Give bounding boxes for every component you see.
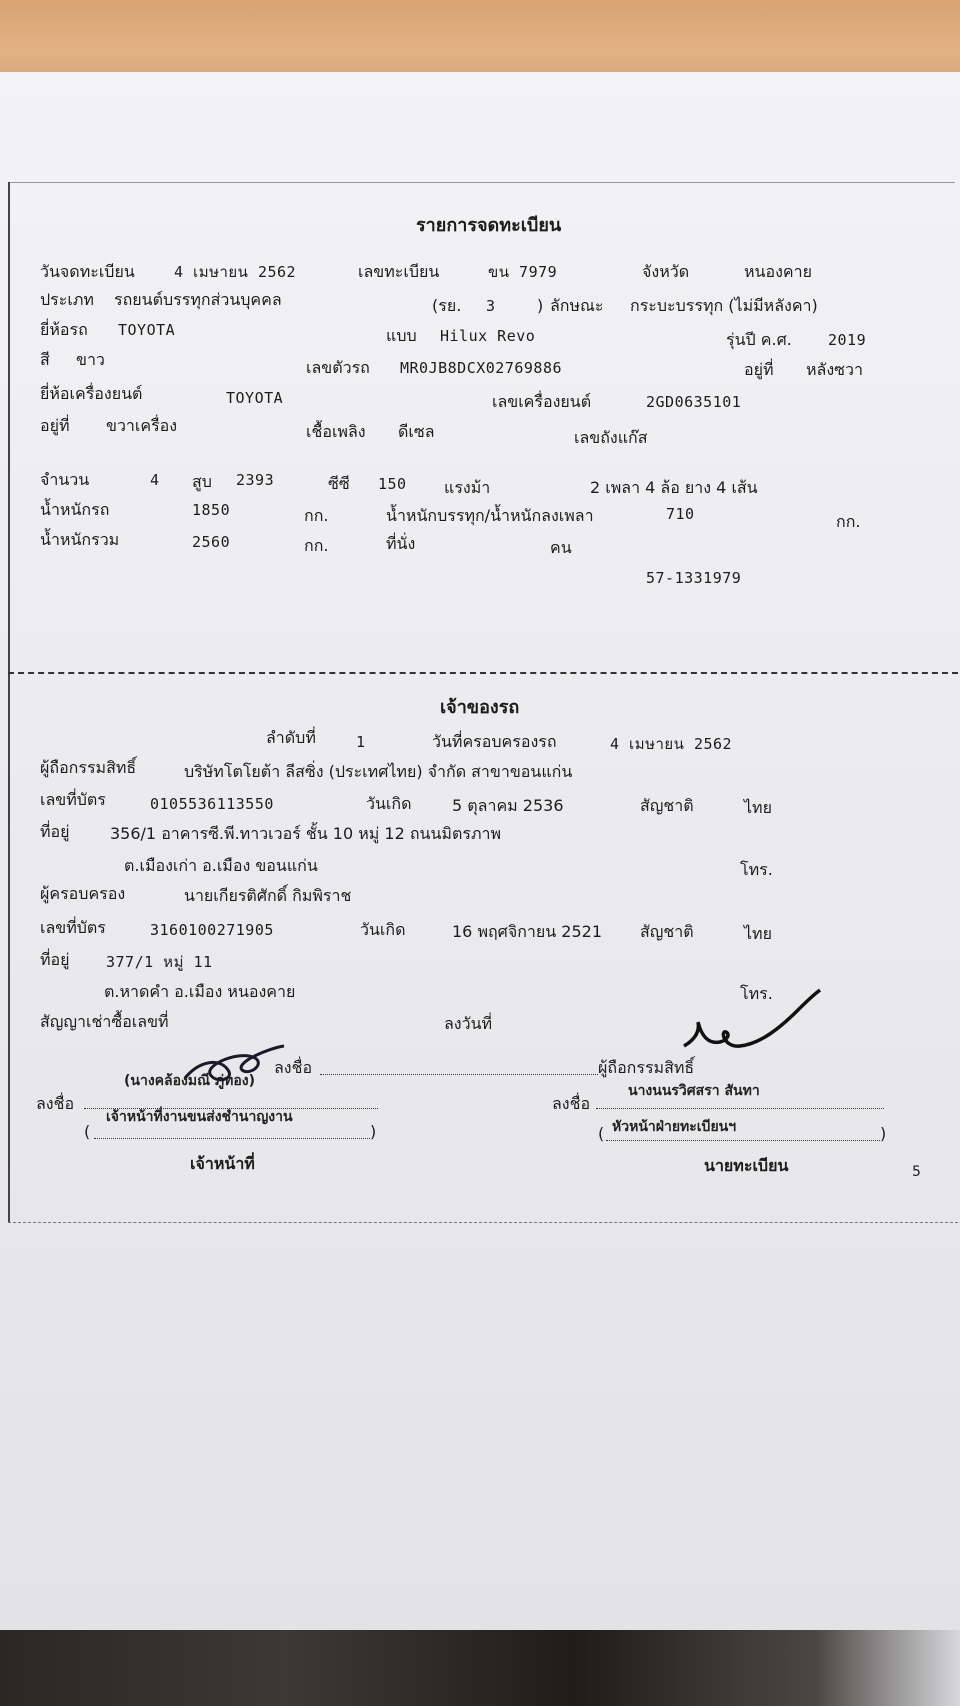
class-close: ) (537, 296, 544, 315)
registrar-signature (680, 988, 830, 1058)
plate-value: ขน 7979 (488, 263, 558, 281)
vin-value: MR0JB8DCX02769886 (400, 359, 563, 377)
possession-date-label: วันที่ครอบครองรถ (432, 732, 557, 751)
registrar-name-line (606, 1140, 880, 1141)
province-label: จังหวัด (642, 262, 690, 281)
possessor-birth-value: 16 พฤศจิกายน 2521 (452, 922, 602, 941)
officer-sign-label: ลงชื่อ (36, 1094, 75, 1113)
registrar-sign-label: ลงชื่อ (552, 1094, 591, 1113)
kg-unit-3: กก. (304, 536, 329, 555)
possessor-label: ผู้ครอบครอง (40, 884, 126, 903)
year-value: 2019 (828, 331, 867, 349)
plate-label: เลขทะเบียน (358, 262, 440, 281)
type-value: รถยนต์บรรทุกส่วนบุคคล (114, 290, 282, 309)
vin-location-label: อยู่ที่ (744, 360, 774, 379)
possessor-address-line2: ต.หาดคำ อ.เมือง หนองคาย (104, 982, 296, 1001)
weight-value: 1850 (192, 501, 231, 519)
count-label: จำนวน (40, 470, 90, 489)
document-number: 57-1331979 (646, 569, 742, 587)
holder-label: ผู้ถือกรรมสิทธิ์ (40, 758, 137, 777)
load-label: น้ำหนักบรรทุก/น้ำหนักลงเพลา (386, 506, 594, 525)
fuel-value: ดีเซล (398, 422, 435, 441)
gross-weight-label: น้ำหนักรวม (40, 530, 120, 549)
cc-value: 2393 (236, 471, 275, 489)
holder-signature (180, 1040, 290, 1090)
style-value: กระบะบรรทุก (ไม่มีหลังคา) (630, 296, 818, 315)
page-number: 5 (912, 1164, 921, 1180)
officer-title-stamp: เจ้าหน้าที่งานขนส่งชำนาญงาน (106, 1109, 293, 1125)
sequence-label: ลำดับที่ (266, 728, 316, 747)
possessor-id-label: เลขที่บัตร (40, 918, 106, 937)
cylinder-label: สูบ (192, 472, 212, 491)
section-divider (8, 672, 958, 674)
possessor-address-label: ที่อยู่ (40, 950, 70, 969)
holder-tel-label: โทร. (740, 860, 773, 879)
officer-paren-close: ) (370, 1122, 377, 1141)
fuel-label: เชื้อเพลิง (306, 422, 366, 441)
registrar-role: นายทะเบียน (704, 1156, 789, 1175)
seats-label: ที่นั่ง (386, 534, 416, 553)
document-bottom-edge (8, 1222, 958, 1223)
hire-purchase-label: สัญญาเช่าซื้อเลขที่ (40, 1012, 169, 1031)
gas-tank-label: เลขถังแก๊ส (574, 428, 648, 447)
registration-title: รายการจดทะเบียน (416, 215, 562, 236)
possessor-address-line1: 377/1 หมู่ 11 (106, 953, 213, 971)
registrar-title-stamp: หัวหน้าฝ่ายทะเบียนฯ (612, 1119, 737, 1135)
registrar-name-stamp: นางนนรวิศสรา สันทา (628, 1083, 760, 1099)
holder-value: บริษัทโตโยต้า ลีสซิ่ง (ประเทศไทย) จำกัด สาขาขอนแก่น (184, 762, 573, 781)
class-number: 3 (486, 297, 496, 315)
holder-address-line2: ต.เมืองเก่า อ.เมือง ขอนแก่น (124, 856, 318, 875)
officer-name-line (94, 1138, 370, 1139)
holder-id-label: เลขที่บัตร (40, 790, 106, 809)
owner-title: เจ้าของรถ (440, 697, 520, 718)
vin-label: เลขตัวรถ (306, 358, 370, 377)
engine-brand-label: ยี่ห้อเครื่องยนต์ (40, 384, 143, 403)
registrar-paren-open: ( (598, 1124, 605, 1143)
holder-nationality-label: สัญชาติ (640, 796, 694, 815)
engine-location-label: อยู่ที่ (40, 416, 70, 435)
engine-number-value: 2GD0635101 (646, 393, 742, 411)
engine-location-value: ขวาเครื่อง (106, 416, 178, 435)
possessor-tel-label: โทร. (740, 984, 773, 1003)
holder-sign-label: ลงชื่อ (274, 1058, 313, 1077)
count-value: 4 (150, 471, 160, 489)
vin-location-value: หลังซวา (806, 360, 863, 379)
seats-unit: คน (550, 538, 572, 557)
holder-birth-value: 5 ตุลาคม 2536 (452, 796, 564, 815)
type-label: ประเภท (40, 290, 94, 309)
holder-name-stamp: (นางคล้องมณี ภู่ทอง) (124, 1073, 256, 1089)
holder-role-label: ผู้ถือกรรมสิทธิ์ (598, 1058, 695, 1077)
style-label: ลักษณะ (550, 296, 604, 315)
color-value: ขาว (76, 350, 105, 369)
registrar-paren-close: ) (880, 1124, 887, 1143)
weight-label: น้ำหนักรถ (40, 500, 110, 519)
class-open: (รย. (432, 296, 462, 315)
possession-date-value: 4 เมษายน 2562 (610, 735, 733, 753)
floor-background (0, 1630, 960, 1706)
model-value: Hilux Revo (440, 327, 536, 345)
color-label: สี (40, 350, 50, 369)
brand-label: ยี่ห้อรถ (40, 320, 88, 339)
kg-unit-1: กก. (304, 506, 329, 525)
reg-date-value: 4 เมษายน 2562 (174, 263, 297, 281)
kg-unit-2: กก. (836, 512, 861, 531)
horsepower-value: 150 (378, 475, 407, 493)
reg-date-label: วันจดทะเบียน (40, 262, 135, 281)
year-label: รุ่นปี ค.ศ. (726, 330, 792, 349)
possessor-nationality-value: ไทย (744, 924, 772, 943)
holder-birth-label: วันเกิด (366, 794, 412, 813)
sequence-value: 1 (356, 733, 366, 751)
possessor-id-value: 3160100271905 (150, 921, 274, 939)
model-label: แบบ (386, 326, 417, 345)
province-value: หนองคาย (744, 262, 812, 281)
brand-value: TOYOTA (118, 321, 176, 339)
horsepower-label: แรงม้า (444, 478, 491, 497)
gross-weight-value: 2560 (192, 533, 231, 551)
holder-nationality-value: ไทย (744, 798, 772, 817)
engine-brand-value: TOYOTA (226, 389, 284, 407)
holder-sign-line (320, 1074, 598, 1075)
possessor-nationality-label: สัญชาติ (640, 922, 694, 941)
possessor-value: นายเกียรติศักดิ์ กิมพิราช (184, 886, 352, 905)
sign-date-label: ลงวันที่ (444, 1014, 493, 1033)
holder-address-line1: 356/1 อาคารซี.พี.ทาวเวอร์ ชั้น 10 หมู่ 12 ถนนมิตรภาพ (110, 824, 502, 843)
holder-id-value: 0105536113550 (150, 795, 274, 813)
cc-label: ซีซี (328, 474, 350, 493)
engine-number-label: เลขเครื่องยนต์ (492, 392, 592, 411)
officer-paren-open: ( (84, 1122, 91, 1141)
axles-value: 2 เพลา 4 ล้อ ยาง 4 เส้น (590, 478, 758, 497)
registrar-sign-line (596, 1108, 884, 1109)
officer-role: เจ้าหน้าที่ (190, 1154, 255, 1173)
load-value: 710 (666, 505, 695, 523)
possessor-birth-label: วันเกิด (360, 920, 406, 939)
holder-address-label: ที่อยู่ (40, 822, 70, 841)
